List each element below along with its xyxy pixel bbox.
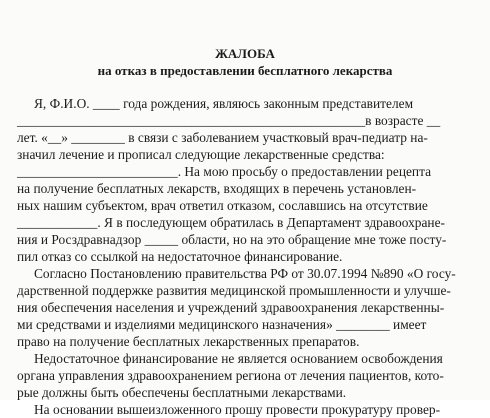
- body-line: значил лечение и прописал следующие лекарственные средства:: [17, 147, 385, 162]
- body-line: ____________. Я в последующем обратилась в Департамент здравоохране-: [17, 215, 445, 230]
- body-line: лет. «__» ________ в связи с заболеванием участковый врач-педиатр на-: [17, 130, 428, 145]
- body-line: ния и Росздравнадзор _____ области, но на это обращение мне тоже посту-: [17, 232, 447, 247]
- body-line: ния обеспечения населения и учреждений здравоохранения лекарственны-: [17, 300, 445, 315]
- body-line: на получение бесплатных лекарств, входящих в перечень установлен-: [17, 181, 417, 196]
- body-line: ________________________. На мою просьбу о предоставлении рецепта: [17, 164, 432, 179]
- body-line: рые должны быть обеспечены бесплатными лекарствами.: [17, 385, 347, 400]
- document-title: ЖАЛОБА: [215, 46, 275, 61]
- body-line: Я, Ф.И.О. ____ года рождения, являюсь законным представителем: [34, 96, 414, 111]
- body-line: органа управления здравоохранением региона от лечения пациентов, кото-: [17, 368, 444, 383]
- body-line: Недостаточное финансирование не является основанием освобождения: [34, 351, 443, 366]
- body-line: пил отказ со ссылкой на недостаточное финансирование.: [17, 249, 343, 264]
- body-line: На основании вышеизложенного прошу провести прокуратуру провер-: [34, 402, 441, 417]
- body-line: Согласно Постановлению правительства РФ от 30.07.1994 №890 «О госу-: [34, 266, 456, 281]
- body-line: ми средствами и изделиями медицинского назначения» ________ имеет: [17, 317, 427, 332]
- body-line: право на получение бесплатных лекарственных препаратов.: [17, 334, 360, 349]
- document-subtitle: на отказ в предоставлении бесплатного лекарства: [97, 63, 393, 78]
- body-line: ных нашим субъектом, врач ответил отказом, сославшись на отсутствие: [17, 198, 428, 213]
- body-line: ____________________________________________________в возрасте __: [17, 113, 441, 128]
- body-line: дарственной поддержке развития медицинской промышленности и улучше-: [17, 283, 451, 298]
